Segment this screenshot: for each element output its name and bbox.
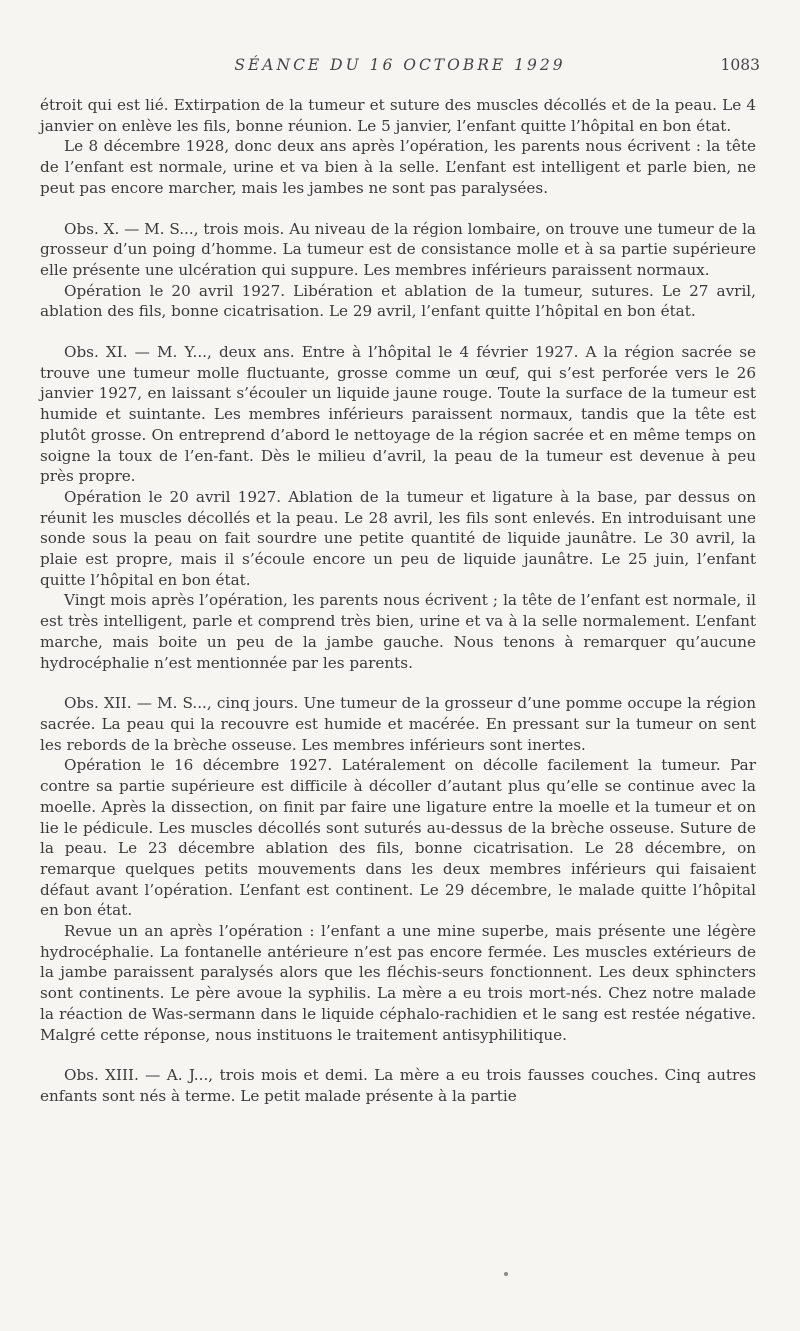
body-text <box>40 95 756 1107</box>
paragraph: Opération le 20 avril 1927. Libération et ablation de la tumeur, sutures. Le 27 avril, ablation des fils, bonne cicatrisation. Le 29 avril, l’enfant quitte l’hôpital en bon état. <box>40 281 756 321</box>
observation-paragraph: Obs. XII. — M. S..., cinq jours. Une tumeur de la grosseur d’une pomme occupe la région sacrée. La peau qui la recouvre est humide et macérée. En pressant sur la tumeur on sent les rebords de la brèche osseuse. Les membres inférieurs sont inertes. <box>40 694 756 754</box>
observation-paragraph: Obs. XIII. — A. J..., trois mois et demi. La mère a eu trois fausses couches. Cinq autres enfants sont nés à terme. Le petit malade présente à la partie <box>40 1066 756 1105</box>
running-header <box>40 56 760 80</box>
paragraph: Opération le 20 avril 1927. Ablation de la tumeur et ligature à la base, par dessus on réunit les muscles décollés et la peau. Le 28 avril, les fils sont enlevés. En introduisant une sonde sous la peau on fait sourdre une petite quantité de liquide jaunâtre. Le 30 avril, la plaie est propre, mais il s’écoule encore un peu de liquide jaunâtre. Le 25 juin, l’enfant quitte l’hôpital en bon état. <box>40 487 756 589</box>
paragraph: Vingt mois après l’opération, les parents nous écrivent ; la tête de l’enfant est normale, il est très intelligent, parle et comprend très bien, urine et va à la selle normalement. L’enfant marche, mais boite un peu de la jambe gauche. Nous tenons à remarquer qu’aucune hydrocéphalie n’est mentionnée par les parents. <box>40 591 756 672</box>
paragraph: étroit qui est lié. Extirpation de la tumeur et suture des muscles décollés et de la peau. Le 4 janvier on enlève les fils, bonne réunion. Le 5 janvier, l’enfant quitte l’hôpital en bon état. <box>40 96 756 135</box>
observation-paragraph: Obs. XI. — M. Y..., deux ans. Entre à l’hôpital le 4 février 1927. A la région sacrée se trouve une tumeur molle fluctuante, grosse comme un œuf, qui s’est perforée vers le 26 janvier 1927, en laissant s’écouler un liquide jaune rouge. Toute la surface de la tumeur est humide et suintante. Les membres inférieurs paraissent normaux, tandis que la tête est plutôt grosse. On entreprend d’abord le nettoyage de la région sacrée et en même temps on soigne la toux de l’en-fant. Dès le milieu d’avril, la peau de la tumeur est devenue à peu près propre. <box>40 343 756 486</box>
paragraph: Le 8 décembre 1928, donc deux ans après l’opération, les parents nous écrivent : la tête de l’enfant est normale, urine et va bien à la selle. L’enfant est intelligent et parle bien, ne peut pas encore marcher, mais les jambes ne sont pas paralysées. <box>40 137 756 197</box>
ink-speck <box>504 1272 508 1276</box>
observation-paragraph: Obs. X. — M. S..., trois mois. Au niveau de la région lombaire, on trouve une tumeur de la grosseur d’un poing d’homme. La tumeur est de consistance molle et à sa partie supérieure elle présente une ulcération qui suppure. Les membres inférieurs paraissent normaux. <box>40 219 756 279</box>
paragraph: Revue un an après l’opération : l’enfant a une mine superbe, mais présente une légère hydrocéphalie. La fontanelle antérieure n’est pas encore fermée. Les muscles extérieurs de la jambe paraissent paralysés alors que les fléchis-seurs fonctionnent. Les deux sphincters sont continents. Le père avoue la syphilis. La mère a eu trois mort-nés. Chez notre malade la réaction de Was-sermann dans le liquide céphalo-rachidien et le sang est restée négative. Malgré cette réponse, nous instituons le traitement antisyphilitique. <box>40 922 756 1044</box>
page-number: 1083 <box>720 56 760 74</box>
paragraph: Opération le 16 décembre 1927. Latéralement on décolle facilement la tumeur. Par contre sa partie supérieure est difficile à décoller d’autant plus qu’elle se continue avec la moelle. Après la dissection, on finit par faire une ligature entre la moelle et la tumeur et on lie le pédicule. Les muscles décollés sont suturés au-dessus de la brèche osseuse. Suture de la peau. Le 23 décembre ablation des fils, bonne cicatrisation. Le 28 décembre, on remarque quelques petits mouvements dans les deux membres inférieurs qui faisaient défaut avant l’opération. L’enfant est continent. Le 29 décembre, le malade quitte l’hôpital en bon état. <box>40 756 756 920</box>
running-title: SÉANCE DU 16 OCTOBRE 1929 <box>234 56 566 74</box>
